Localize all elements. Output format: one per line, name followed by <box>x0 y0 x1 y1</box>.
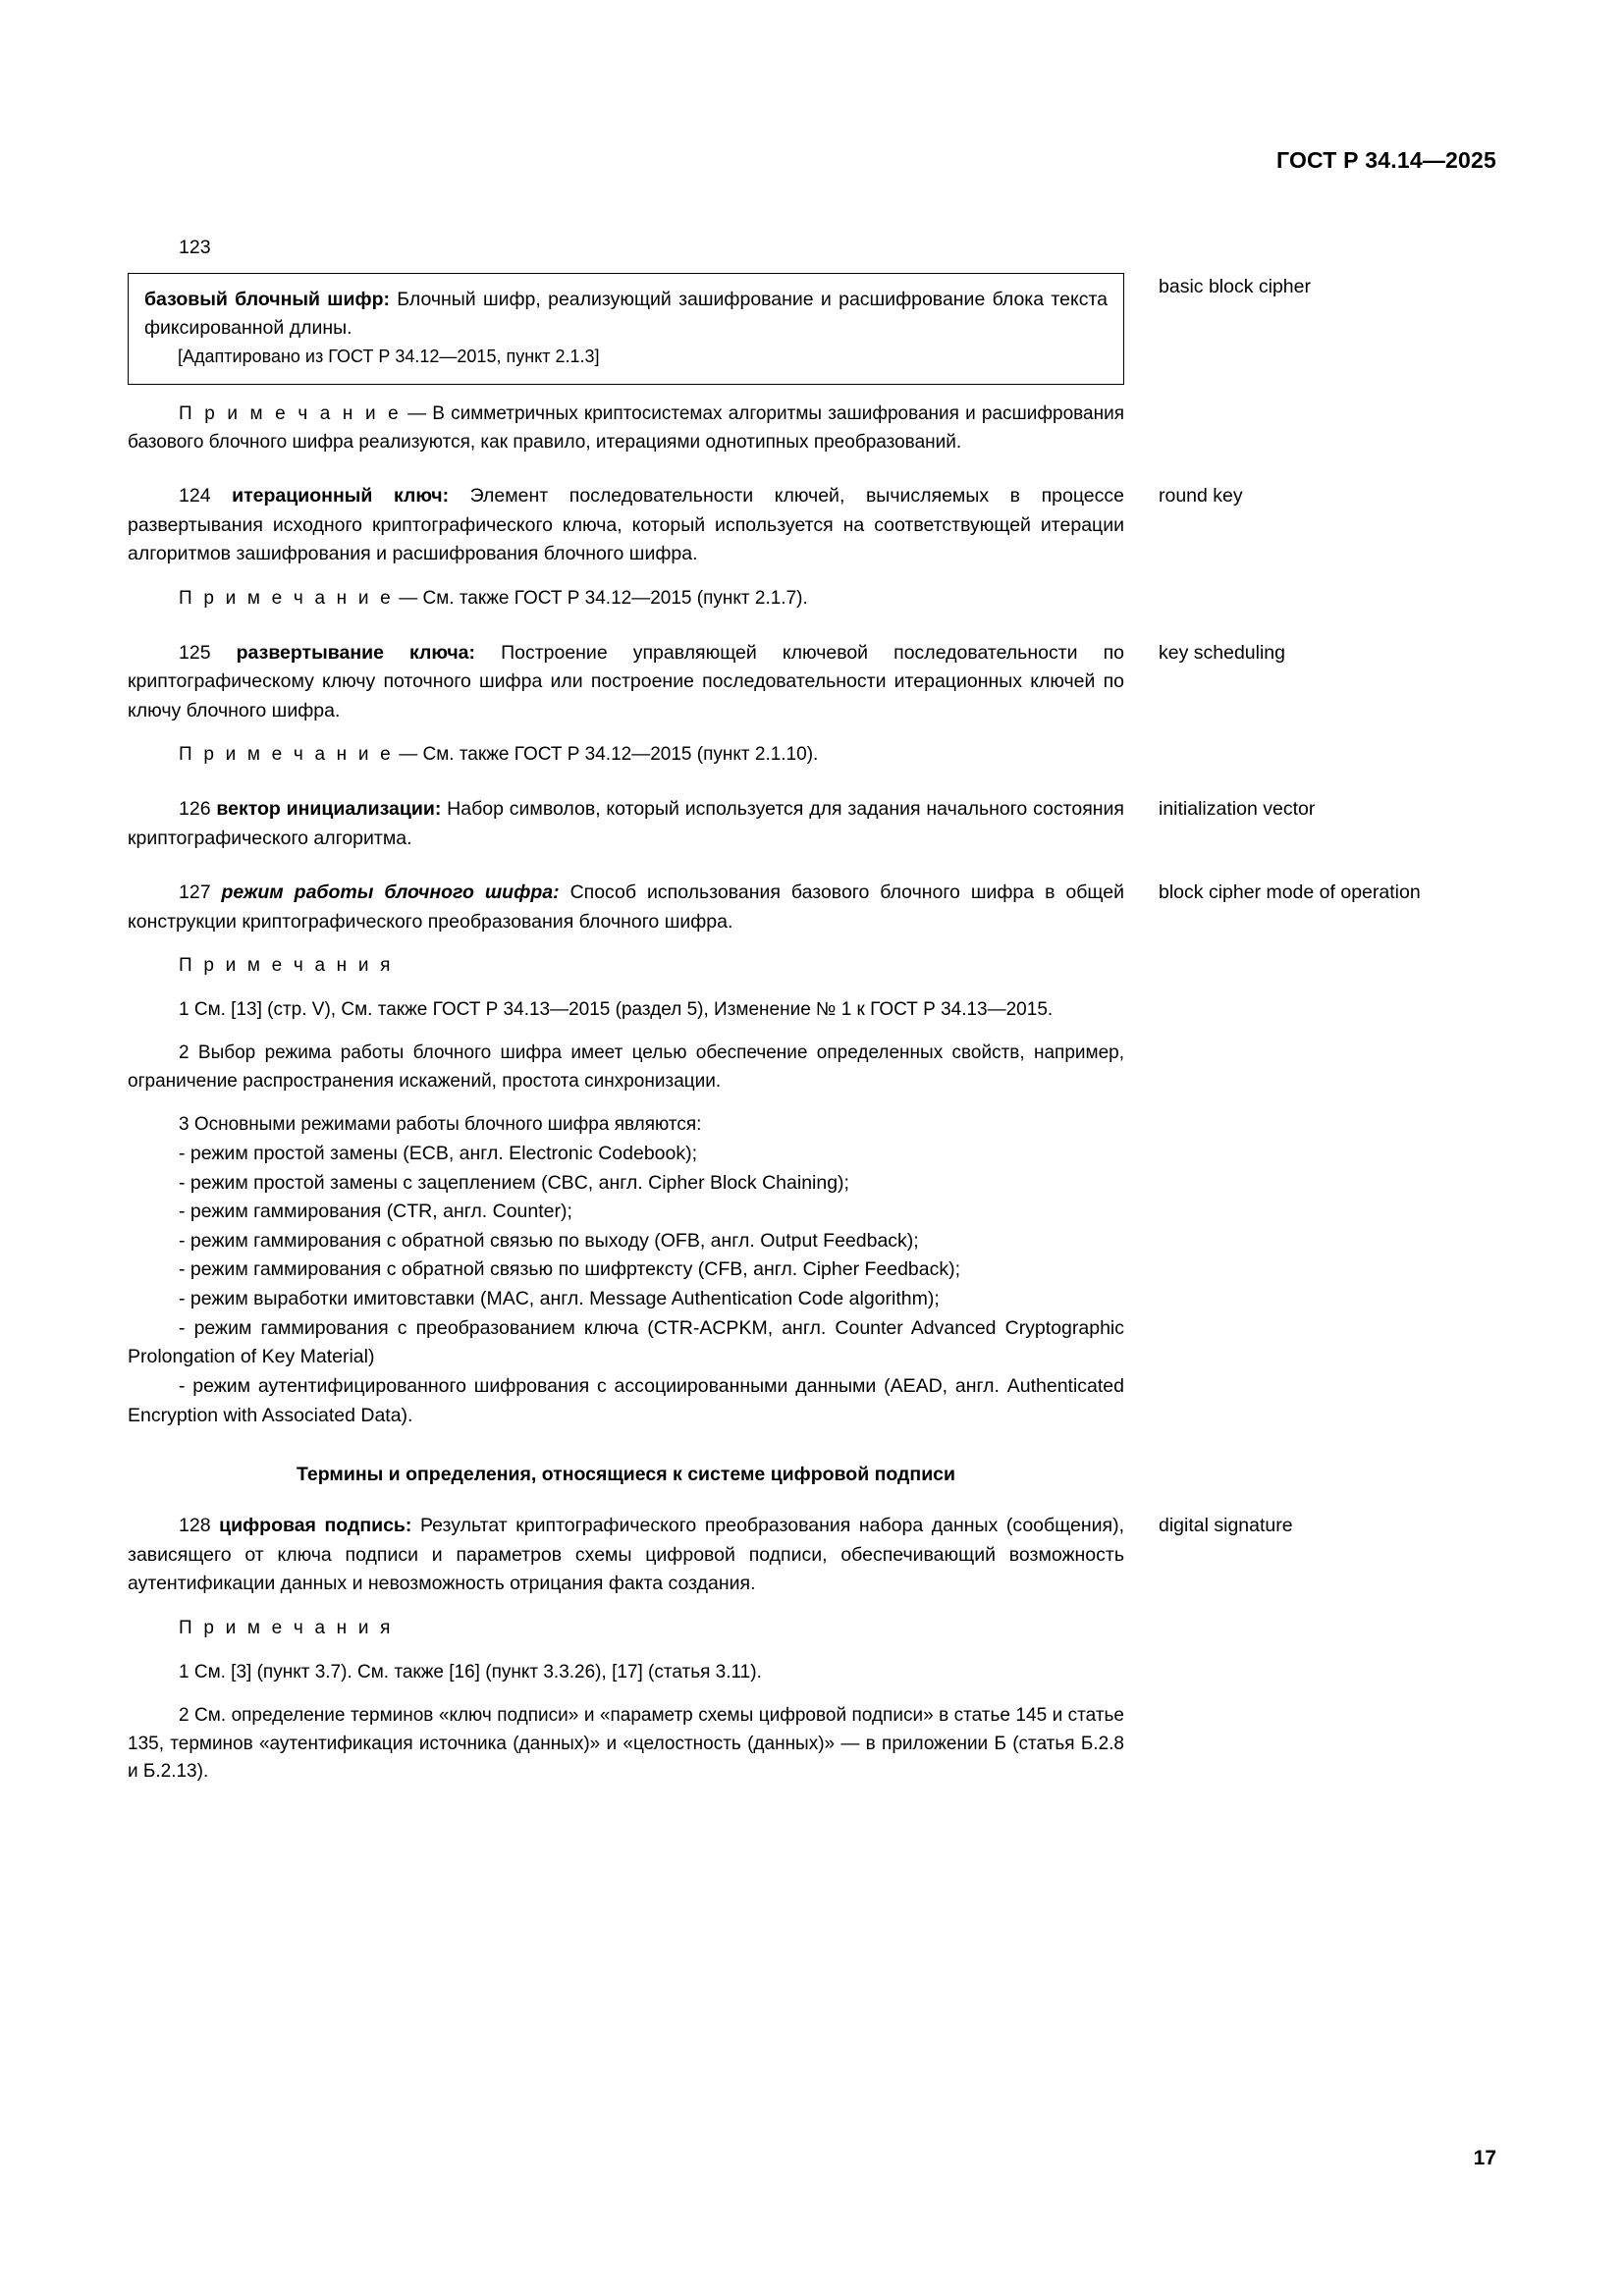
source-123: [Адаптировано из ГОСТ Р 34.12—2015, пункт 2.1.3] <box>178 346 600 366</box>
mode-list-item: - режим простой замены с зацеплением (CBC, англ. Cipher Block Chaining); <box>179 1171 849 1194</box>
note-127-3: 3 Основными режимами работы блочного шифра являются: <box>179 1114 702 1136</box>
definition-123: Блочный шифр, реализующий зашифрование и расшифрование блока текста фиксированной длины. <box>144 288 1109 340</box>
entry-126 <box>128 795 1502 853</box>
note-125 <box>128 741 1124 770</box>
english-term-123: basic block cipher <box>1159 275 1311 297</box>
boxed-definition-123 <box>128 273 1124 386</box>
definition-126: Набор символов, который используется для задания начального состояния криптографического алгоритма. <box>128 797 1124 849</box>
mode-list-item: - режим простой замены (ECB, англ. Electronic Codebook); <box>179 1142 698 1164</box>
entry-number-123: 123 <box>179 237 211 258</box>
entry-number-126: 126 <box>179 797 211 820</box>
document-body <box>128 234 1502 1787</box>
entry-128 <box>128 1512 1502 1599</box>
entry-body-125 <box>128 639 1124 726</box>
mode-list-item: - режим аутентифицированного шифрования с ассоциированными данными (AEAD, англ. Authenticated Encryption with Associated Data). <box>128 1374 1124 1426</box>
page-number: 17 <box>1473 2147 1496 2169</box>
entry-number-124: 124 <box>179 485 211 507</box>
english-term-125: key scheduling <box>1159 641 1285 664</box>
definition-127: Способ использования базового блочного шифра в общей конструкции криптографического преобразования блочного шифра. <box>128 881 1124 933</box>
english-term-124: round key <box>1159 485 1243 507</box>
section-heading: Термины и определения, относящиеся к системе цифровой подписи <box>296 1464 956 1486</box>
note-text-123: — В симметричных криптосистемах алгоритмы зашифрования и расшифрования базового блочного шифра реализуются, как правило, итерациями однотипных преобразований. <box>128 403 1124 453</box>
definition-125: Построение управляющей ключевой последовательности по криптографическому ключу поточного шифра или построение последовательности итерационных ключей по ключу блочного шифра. <box>128 641 1125 721</box>
mode-list-item: - режим выработки имитовставки (MAC, англ. Message Authentication Code algorithm); <box>179 1288 940 1310</box>
note-text-124: — См. также ГОСТ Р 34.12—2015 (пункт 2.1.7). <box>393 588 808 610</box>
term-125: развертывание ключа: <box>236 641 475 664</box>
term-126: вектор инициализации: <box>216 797 442 820</box>
term-124: итерационный ключ: <box>232 485 450 507</box>
notes-label-127: П р и м е ч а н и я <box>179 955 394 977</box>
mode-list-item: - режим гаммирования с обратной связью по выходу (OFB, англ. Output Feedback); <box>179 1229 919 1252</box>
entry-number-127: 127 <box>179 881 211 904</box>
english-term-128: digital signature <box>1159 1515 1293 1537</box>
note-label-125: П р и м е ч а н и е <box>179 744 394 766</box>
note-127-1: 1 См. [13] (стр. V), См. также ГОСТ Р 34.13—2015 (раздел 5), Изменение № 1 к ГОСТ Р 34.13—2015. <box>179 998 1054 1020</box>
term-128: цифровая подпись: <box>219 1515 412 1537</box>
entry-125 <box>128 639 1502 726</box>
english-term-126: initialization vector <box>1159 797 1316 820</box>
mode-list-item: - режим гаммирования с преобразованием ключа (CTR-ACPKM, англ. Counter Advanced Cryptographic Prolongation of Key Material) <box>128 1316 1124 1368</box>
entry-body-128 <box>128 1512 1124 1599</box>
entry-body-124 <box>128 482 1124 569</box>
definition-124: Элемент последовательности ключей, вычисляемых в процессе развертывания исходного криптографического ключа, который используется на соответствующей итерации алгоритмов зашифрования и расшифрования блочного шифра. <box>128 485 1125 565</box>
page-header-standard-number: ГОСТ Р 34.14—2025 <box>1276 147 1496 173</box>
entry-body-127 <box>128 879 1124 936</box>
entry-number-125: 125 <box>179 641 211 664</box>
notes-label-128: П р и м е ч а н и я <box>179 1618 394 1639</box>
note-123 <box>128 400 1124 456</box>
note-127-2: 2 Выбор режима работы блочного шифра имеет целью обеспечение определенных свойств, например, ограничение распространения искажений, простота синхронизации. <box>128 1042 1124 1092</box>
note-label-123: П р и м е ч а н и е <box>179 403 402 425</box>
term-123: базовый блочный шифр: <box>144 288 390 310</box>
note-124 <box>128 585 1124 614</box>
note-label-124: П р и м е ч а н и е <box>179 588 394 610</box>
english-term-127: block cipher mode of operation <box>1159 881 1421 904</box>
mode-list-item: - режим гаммирования (CTR, англ. Counter); <box>179 1201 572 1223</box>
entry-body-126 <box>128 795 1124 853</box>
entry-124 <box>128 482 1502 569</box>
entry-number-128: 128 <box>179 1515 211 1537</box>
entry-123 <box>128 273 1502 386</box>
note-128-2: 2 См. определение терминов «ключ подписи» и «параметр схемы цифровой подписи» в статье 145 и статье 135, терминов «аутентификация источника (данных)» и «целостность (данных)» — в приложении Б (статья Б.2.8 и Б.2.13). <box>128 1705 1124 1783</box>
term-127: режим работы блочного шифра: <box>221 881 560 904</box>
entry-127 <box>128 879 1502 936</box>
note-text-125: — См. также ГОСТ Р 34.12—2015 (пункт 2.1.10). <box>393 744 819 766</box>
note-128-1: 1 См. [3] (пункт 3.7). См. также [16] (пункт 3.3.26), [17] (статья 3.11). <box>179 1661 762 1682</box>
mode-list-item: - режим гаммирования с обратной связью по шифртексту (CFB, англ. Cipher Feedback); <box>179 1258 961 1281</box>
definition-128: Результат криптографического преобразования набора данных (сообщения), зависящего от ключа подписи и параметров схемы цифровой подписи, обеспечивающий возможность аутентификации данных и невозможность отрицания факта создания. <box>128 1515 1125 1595</box>
